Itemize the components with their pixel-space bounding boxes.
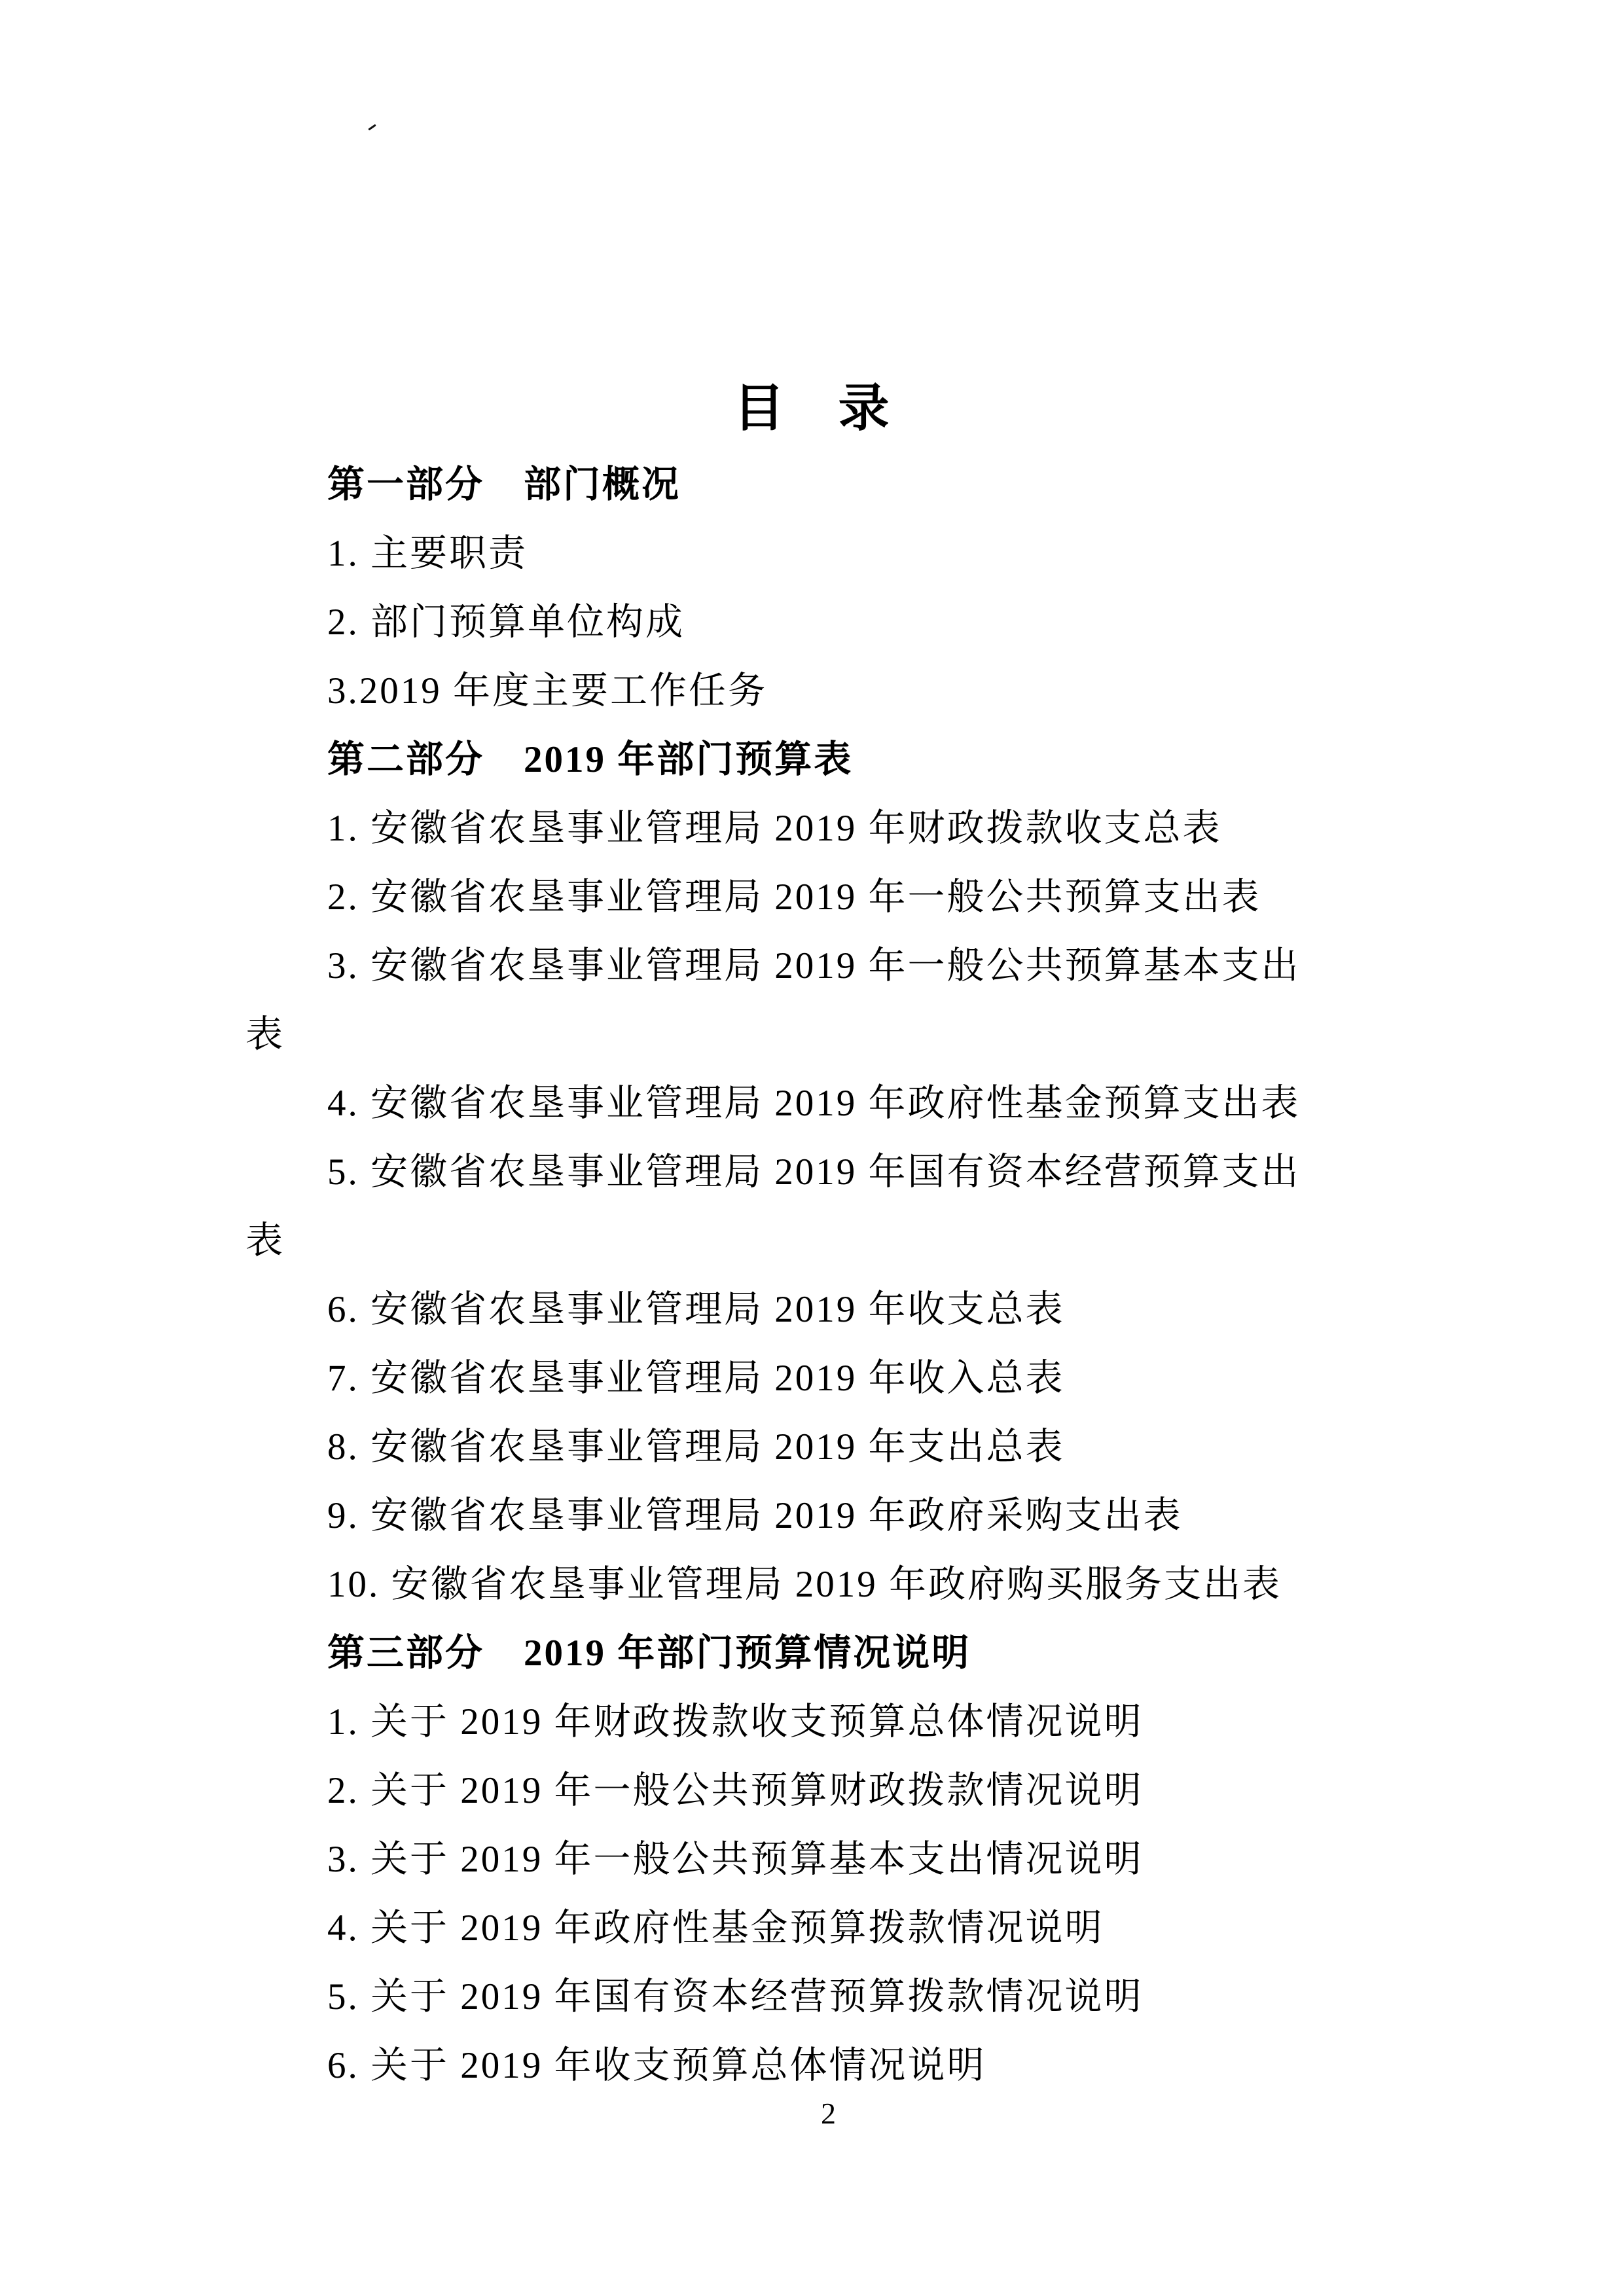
toc-entry: 7. 安徽省农垦事业管理局 2019 年收入总表 [327,1358,1065,1399]
toc-entry: 6. 关于 2019 年收支预算总体情况说明 [327,2045,986,2086]
toc-entry-continuation: 表 [245,1220,285,1261]
toc-entry: 3.2019 年度主要工作任务 [327,670,767,712]
toc-entry: 1. 安徽省农垦事业管理局 2019 年财政拨款收支总表 [327,808,1222,849]
toc-entry: 3. 关于 2019 年一般公共预算基本支出情况说明 [327,1839,1144,1880]
toc-entry: 2. 关于 2019 年一般公共预算财政拨款情况说明 [327,1770,1144,1811]
toc-entry: 2. 安徽省农垦事业管理局 2019 年一般公共预算支出表 [327,876,1261,918]
toc-section-heading: 第一部分 部门概况 [327,464,681,505]
toc-entry: 8. 安徽省农垦事业管理局 2019 年支出总表 [327,1426,1065,1468]
toc-entry: 6. 安徽省农垦事业管理局 2019 年收支总表 [327,1289,1065,1330]
toc-entry: 4. 安徽省农垦事业管理局 2019 年政府性基金预算支出表 [327,1083,1301,1124]
toc-entry: 9. 安徽省农垦事业管理局 2019 年政府采购支出表 [327,1495,1183,1536]
toc-section-heading: 第二部分 2019 年部门预算表 [327,739,854,780]
toc-entry: 4. 关于 2019 年政府性基金预算拨款情况说明 [327,1907,1104,1949]
toc-entry: 10. 安徽省农垦事业管理局 2019 年政府购买服务支出表 [327,1564,1282,1605]
toc-entry: 1. 主要职责 [327,533,528,574]
toc-entry: 1. 关于 2019 年财政拨款收支预算总体情况说明 [327,1701,1144,1743]
toc-entry-continuation: 表 [245,1014,285,1055]
toc-entry: 5. 安徽省农垦事业管理局 2019 年国有资本经营预算支出 [327,1151,1301,1193]
page-title: 目 录 [733,380,891,437]
toc-entry: 3. 安徽省农垦事业管理局 2019 年一般公共预算基本支出 [327,945,1301,986]
page-number: 2 [821,2097,836,2130]
toc-list [245,450,1398,2100]
toc-section-heading: 第三部分 2019 年部门预算情况说明 [327,1633,971,1674]
toc-entry: 2. 部门预算单位构成 [327,602,685,643]
stray-mark-artifact [368,124,376,131]
toc-entry: 5. 关于 2019 年国有资本经营预算拨款情况说明 [327,1976,1144,2017]
